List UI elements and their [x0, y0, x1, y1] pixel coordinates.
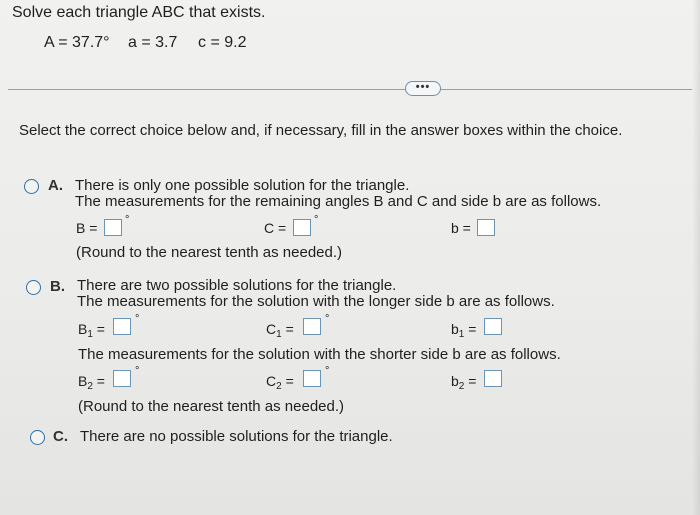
choice-b-b1-label: $B_1$ = [78, 321, 105, 340]
choice-a-b-angle-input[interactable] [104, 219, 122, 236]
choice-a-b-angle-label: B = [76, 220, 98, 236]
choice-c-line1: There are no possible solutions for the triangle. [80, 428, 393, 445]
choice-a-c-angle-input[interactable] [293, 219, 311, 236]
choice-b-b2-angle-input[interactable] [113, 370, 131, 387]
choice-b-b2-label: $B_2$ = [78, 373, 105, 392]
choice-a-side-b-label: b = [451, 220, 471, 236]
choice-c-letter: C. [53, 428, 68, 445]
choice-a-radio[interactable] [24, 179, 39, 194]
choice-a-rounding-note: (Round to the nearest tenth as needed.) [76, 244, 343, 261]
degree-symbol: ° [325, 313, 330, 325]
choice-b-c1-label: $C_1$ = [266, 321, 294, 340]
choice-b-c2-angle-input[interactable] [303, 370, 321, 387]
choice-b-c2-label: $C_2$ = [266, 373, 294, 392]
degree-symbol: ° [135, 313, 140, 325]
page-edge-shadow [692, 0, 700, 515]
choice-b-side-b1-input[interactable] [484, 318, 502, 335]
given-angle-a: A = 37.7° [44, 34, 110, 51]
choice-a-line1: There is only one possible solution for the triangle. [75, 177, 410, 194]
choice-a-line2: The measurements for the remaining angles B and C and side b are as follows. [75, 193, 602, 210]
section-divider [8, 89, 692, 90]
choice-b-line3: The measurements for the solution with the shorter side b are as follows. [78, 346, 561, 363]
choice-b-line1: There are two possible solutions for the triangle. [77, 277, 397, 294]
degree-symbol: ° [125, 214, 130, 226]
choice-a-c-angle-label: C = [264, 220, 287, 236]
given-side-a: a = 3.7 [128, 34, 178, 51]
choice-b-c1-angle-input[interactable] [303, 318, 321, 335]
choice-b-radio[interactable] [26, 280, 41, 295]
degree-symbol: ° [135, 365, 140, 377]
choice-b-side-b2-input[interactable] [484, 370, 502, 387]
degree-symbol: ° [325, 365, 330, 377]
more-button[interactable]: ••• [405, 81, 441, 96]
choice-c-radio[interactable] [30, 430, 45, 445]
choice-b-line2: The measurements for the solution with the longer side b are as follows. [77, 293, 555, 310]
choice-b-b1-angle-input[interactable] [113, 318, 131, 335]
instruction-text: Select the correct choice below and, if necessary, fill in the answer boxes within the choice. [19, 122, 623, 139]
degree-symbol: ° [314, 214, 319, 226]
choice-b-letter: B. [50, 278, 65, 295]
choice-b-side-b2-label: $b_2$ = [451, 373, 477, 392]
choice-b-rounding-note: (Round to the nearest tenth as needed.) [78, 398, 345, 415]
given-side-c: c = 9.2 [198, 34, 247, 51]
choice-a-letter: A. [48, 177, 63, 194]
choice-b-side-b1-label: $b_1$ = [451, 321, 477, 340]
choice-a-side-b-input[interactable] [477, 219, 495, 236]
problem-prompt: Solve each triangle ABC that exists. [12, 4, 266, 21]
